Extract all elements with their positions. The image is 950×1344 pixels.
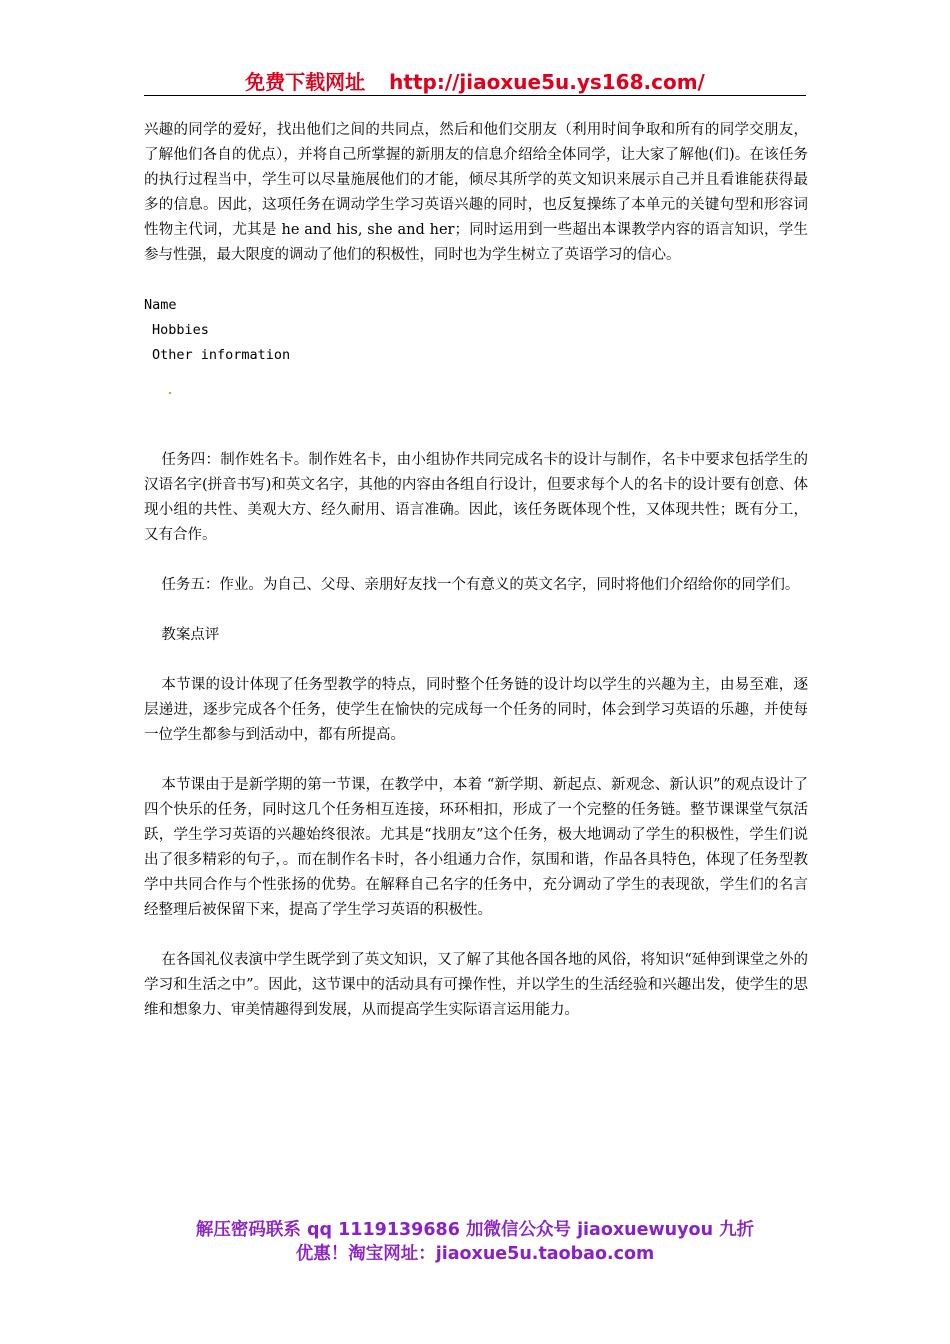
page-header (144, 66, 806, 96)
page-footer (130, 1218, 820, 1266)
document-body (144, 118, 808, 1048)
intro-paragraph: 兴趣的同学的爱好，找出他们之间的共同点，然后和他们交朋友（利用时间争取和所有的同学交朋友，了解他们各自的优点），并将自己所掌握的新朋友的信息介绍给全体同学，让大家了解他(们)。在该任务的执行过程当中，学生可以尽量施展他们的才能，倾尽其所学的英文知识来展示自己并且看谁能获得最多的信息。因此，这项任务在调动学生学习英语兴趣的同时，也反复操练了本单元的关键句型和形容词性物主代词，尤其是 he and his, she and her；同时运用到一些超出本课教学内容的语言知识，学生参与性强，最大限度的调动了他们的积极性，同时也为学生树立了英语学习的信心。 (144, 122, 808, 263)
table-header-hobbies: Hobbies (152, 322, 209, 338)
review-paragraph-2: 本节课由于是新学期的第一节课，在教学中，本着 “新学期、新起点、新观念、新认识”的观点设计了四个快乐的任务，同时这几个任务相互连接，环环相扣，形成了一个完整的任务链。整节课课堂气氛活跃，学生学习英语的兴趣始终很浓。尤其是“找朋友”这个任务，极大地调动了学生的积极性，学生们说出了很多精彩的句子，。而在制作名卡时，各小组通力合作，氛围和谐，作品各具特色，体现了任务型教学中共同合作与个性张扬的优势。在解释自己名字的任务中，充分调动了学生的表现欲，学生们的名言经整理后被保留下来，提高了学生学习英语的积极性。 (144, 777, 808, 918)
task5-paragraph: 任务五：作业。为自己、父母、亲朋好友找一个有意义的英文名字，同时将他们介绍给你的同学们。 (161, 577, 800, 593)
header-url-link[interactable]: http://jiaoxue5u.ys168.com/ (389, 70, 705, 94)
table-empty-area (144, 368, 808, 448)
footer-line-1: 解压密码联系 qq 1119139686 加微信公众号 jiaoxuewuyou 九折 (195, 1220, 755, 1240)
review-heading: 教案点评 (161, 627, 220, 643)
info-table (144, 293, 808, 368)
review-paragraph-3: 在各国礼仪表演中学生既学到了英文知识，又了解了其他各国各地的风俗，将知识“延伸到课堂之外的学习和生活之中”。因此，这节课中的活动具有可操作性，并以学生的生活经验和兴趣出发，使学生的思维和想象力、审美情趣得到发展，从而提高学生实际语言运用能力。 (144, 952, 808, 1018)
table-header-name: Name (144, 297, 177, 313)
header-divider (144, 95, 806, 96)
footer-line-2: 优惠！淘宝网址：jiaoxue5u.taobao.com (295, 1244, 655, 1264)
review-paragraph-1: 本节课的设计体现了任务型教学的特点，同时整个任务链的设计均以学生的兴趣为主，由易至难，逐层递进，逐步完成各个任务，使学生在愉快的完成每一个任务的同时，体会到学习英语的乐趣，并使每一位学生都参与到活动中，都有所提高。 (144, 677, 808, 743)
header-title: 免费下载网址 (245, 70, 366, 94)
task4-paragraph: 任务四：制作姓名卡。制作姓名卡，由小组协作共同完成名卡的设计与制作，名卡中要求包括学生的汉语名字(拼音书写)和英文名字，其他的内容由各组自行设计，但要求每个人的名卡的设计要有创意、体现小组的共性、美观大方、经久耐用、语言准确。因此，该任务既体现个性，又体现共性；既有分工，又有合作。 (144, 452, 808, 543)
stray-dot (169, 392, 171, 394)
table-header-other-information: Other information (152, 347, 291, 363)
